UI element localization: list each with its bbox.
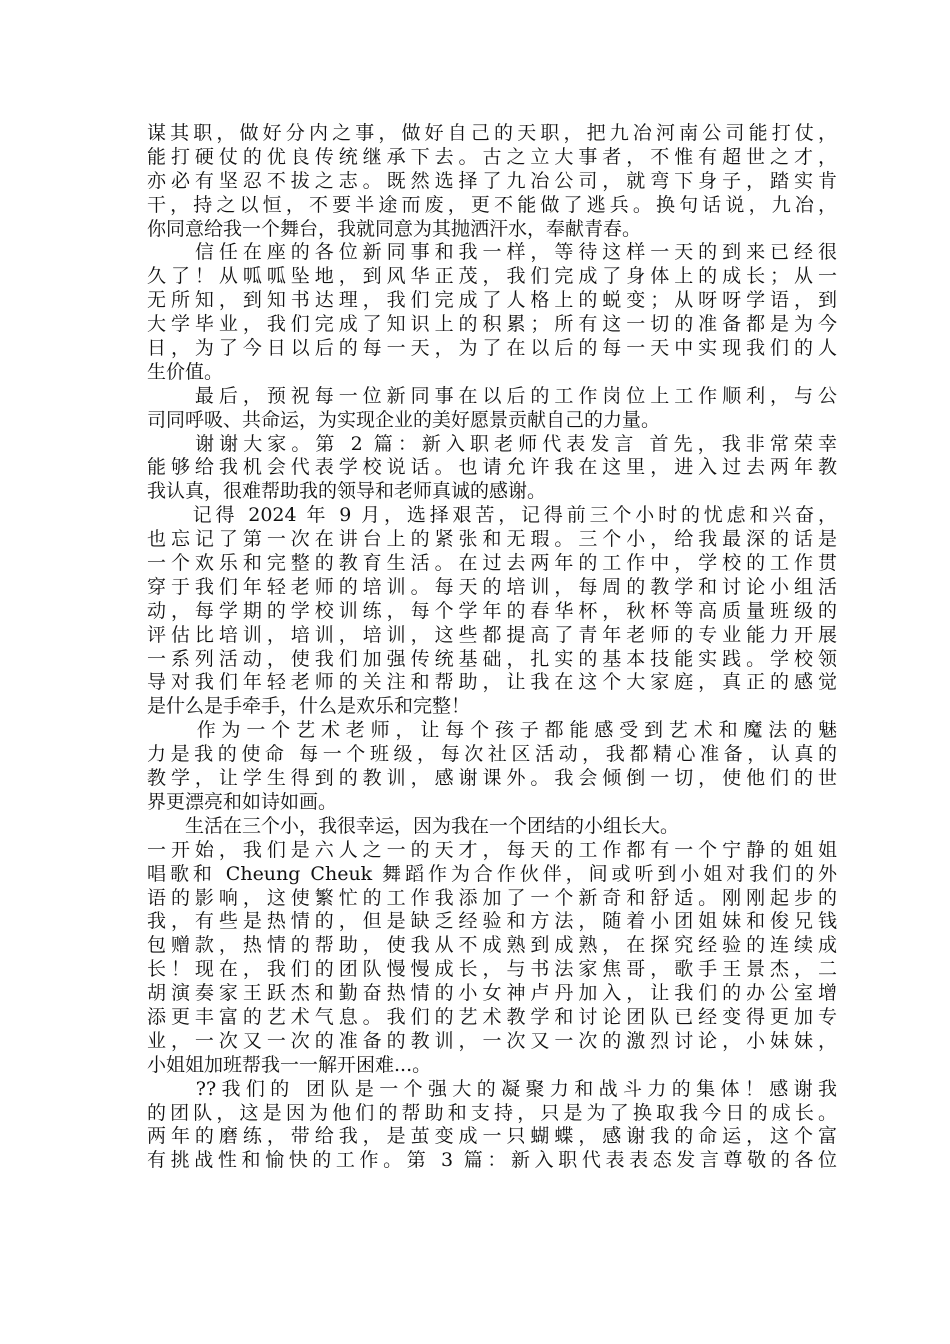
text-line: 业，一次又一次的准备的教训，一次又一次的激烈讨论，小妹妹， — [147, 1029, 837, 1052]
text-line: 亦必有坚忍不拔之志。既然选择了九冶公司，就弯下身子，踏实肯 — [147, 169, 837, 192]
text-line: 唱歌和 Cheung Cheuk 舞蹈作为合作伙伴，间或听到小姐对我们的外 — [147, 862, 837, 885]
text-line: 语的影响，这使繁忙的工作我添加了一个新奇和舒适。刚刚起步的 — [147, 886, 837, 909]
text-line: 一系列活动，使我们加强传统基础，扎实的基本技能实践。学校领 — [147, 647, 837, 670]
text-line: 日，为了今日以后的每一天，为了在以后的每一天中实现我们的人 — [147, 337, 837, 360]
text-line: 你同意给我一个舞台，我就同意为其抛洒汗水，奉献青春。 — [147, 217, 642, 240]
text-line: 生活在三个小，我很幸运，因为我在一个团结的小组长大。 — [147, 814, 680, 837]
text-line: 最后，预祝每一位新同事在以后的工作岗位上工作顺利，与公 — [147, 384, 837, 407]
text-line: ??我们的 团队是一个强大的凝聚力和战斗力的集体！感谢我 — [147, 1077, 837, 1100]
text-line: 两年的磨练，带给我，是茧变成一只蝴蝶，感谢我的命运，这个富 — [147, 1125, 837, 1148]
text-line: 谋其职，做好分内之事，做好自己的天职，把九冶河南公司能打仗， — [147, 122, 837, 144]
text-line: 久了！从呱呱坠地，到风华正茂，我们完成了身体上的成长；从一 — [147, 265, 837, 288]
text-line: 能够给我机会代表学校说话。也请允许我在这里，进入过去两年教 — [147, 456, 837, 479]
text-line: 长！现在，我们的团队慢慢成长，与书法家焦哥，歌手王景杰，二 — [147, 958, 837, 981]
text-line: 无所知，到知书达理，我们完成了人格上的蜕变；从呀呀学语，到 — [147, 289, 837, 312]
text-line: 干，持之以恒，不要半途而废，更不能做了逃兵。换句话说，九冶， — [147, 193, 837, 216]
text-line: 穿于我们年轻老师的培训。每天的培训，每周的教学和讨论小组活 — [147, 575, 837, 598]
text-line: 的团队，这是因为他们的帮助和支持，只是为了换取我今日的成长。 — [147, 1101, 837, 1124]
text-line: 一个欢乐和完整的教育生活。在过去两年的工作中，学校的工作贯 — [147, 552, 837, 575]
text-line: 是什么是手牵手，什么是欢乐和完整！ — [147, 695, 471, 718]
text-line: 谢谢大家。第 2 篇：新入职老师代表发言 首先，我非常荣幸 — [147, 432, 837, 455]
text-line: 教学，让学生得到的教训，感谢课外。我会倾倒一切，使他们的世 — [147, 767, 837, 790]
text-line: 有挑战性和愉快的工作。第 3 篇：新入职代表表态发言尊敬的各位 — [147, 1149, 837, 1172]
text-line: 记得 2024 年 9 月，选择艰苦，记得前三个小时的忧虑和兴奋， — [147, 504, 837, 527]
text-line: 一开始，我们是六人之一的天才，每天的工作都有一个宁静的姐姐 — [147, 838, 837, 861]
text-line: 胡演奏家王跃杰和勤奋热情的小女神卢丹加入，让我们的办公室增 — [147, 982, 837, 1005]
text-line: 动，每学期的学校训练，每个学年的春华杯，秋杯等高质量班级的 — [147, 599, 837, 622]
text-line: 包赠款，热情的帮助，使我从不成熟到成熟，在探究经验的连续成 — [147, 934, 837, 957]
text-line: 我，有些是热情的，但是缺乏经验和方法，随着小团姐妹和俊兄钱 — [147, 910, 837, 933]
text-line: 也忘记了第一次在讲台上的紧张和无瑕。三个小，给我最深的话是 — [147, 528, 837, 551]
text-line: 司同呼吸、共命运，为实现企业的美好愿景贡献自己的力量。 — [147, 408, 661, 431]
text-line: 界更漂亮和如诗如画。 — [147, 790, 338, 813]
text-line: 添更丰富的艺术气息。我们的艺术教学和讨论团队已经变得更加专 — [147, 1005, 837, 1028]
text-line: 我认真，很难帮助我的领导和老师真诚的感谢。 — [147, 480, 547, 503]
text-line: 评估比培训，培训，培训，这些都提高了青年老师的专业能力开展 — [147, 623, 837, 646]
document-body — [147, 122, 837, 1173]
text-line: 导对我们年轻老师的关注和帮助，让我在这个大家庭，真正的感觉 — [147, 671, 837, 694]
text-line: 生价值。 — [147, 360, 224, 383]
text-line: 小姐姐加班帮我一一解开困难...。 — [147, 1053, 432, 1076]
text-line: 力是我的使命 每一个班级，每次社区活动，我都精心准备，认真的 — [147, 743, 837, 766]
text-line: 大学毕业，我们完成了知识上的积累；所有这一切的准备都是为今 — [147, 313, 837, 336]
text-line: 作为一个艺术老师，让每个孩子都能感受到艺术和魔法的魅 — [147, 719, 837, 742]
text-line: 信任在座的各位新同事和我一样，等待这样一天的到来已经很 — [147, 241, 837, 264]
text-line: 能打硬仗的优良传统继承下去。古之立大事者，不惟有超世之才， — [147, 145, 837, 168]
